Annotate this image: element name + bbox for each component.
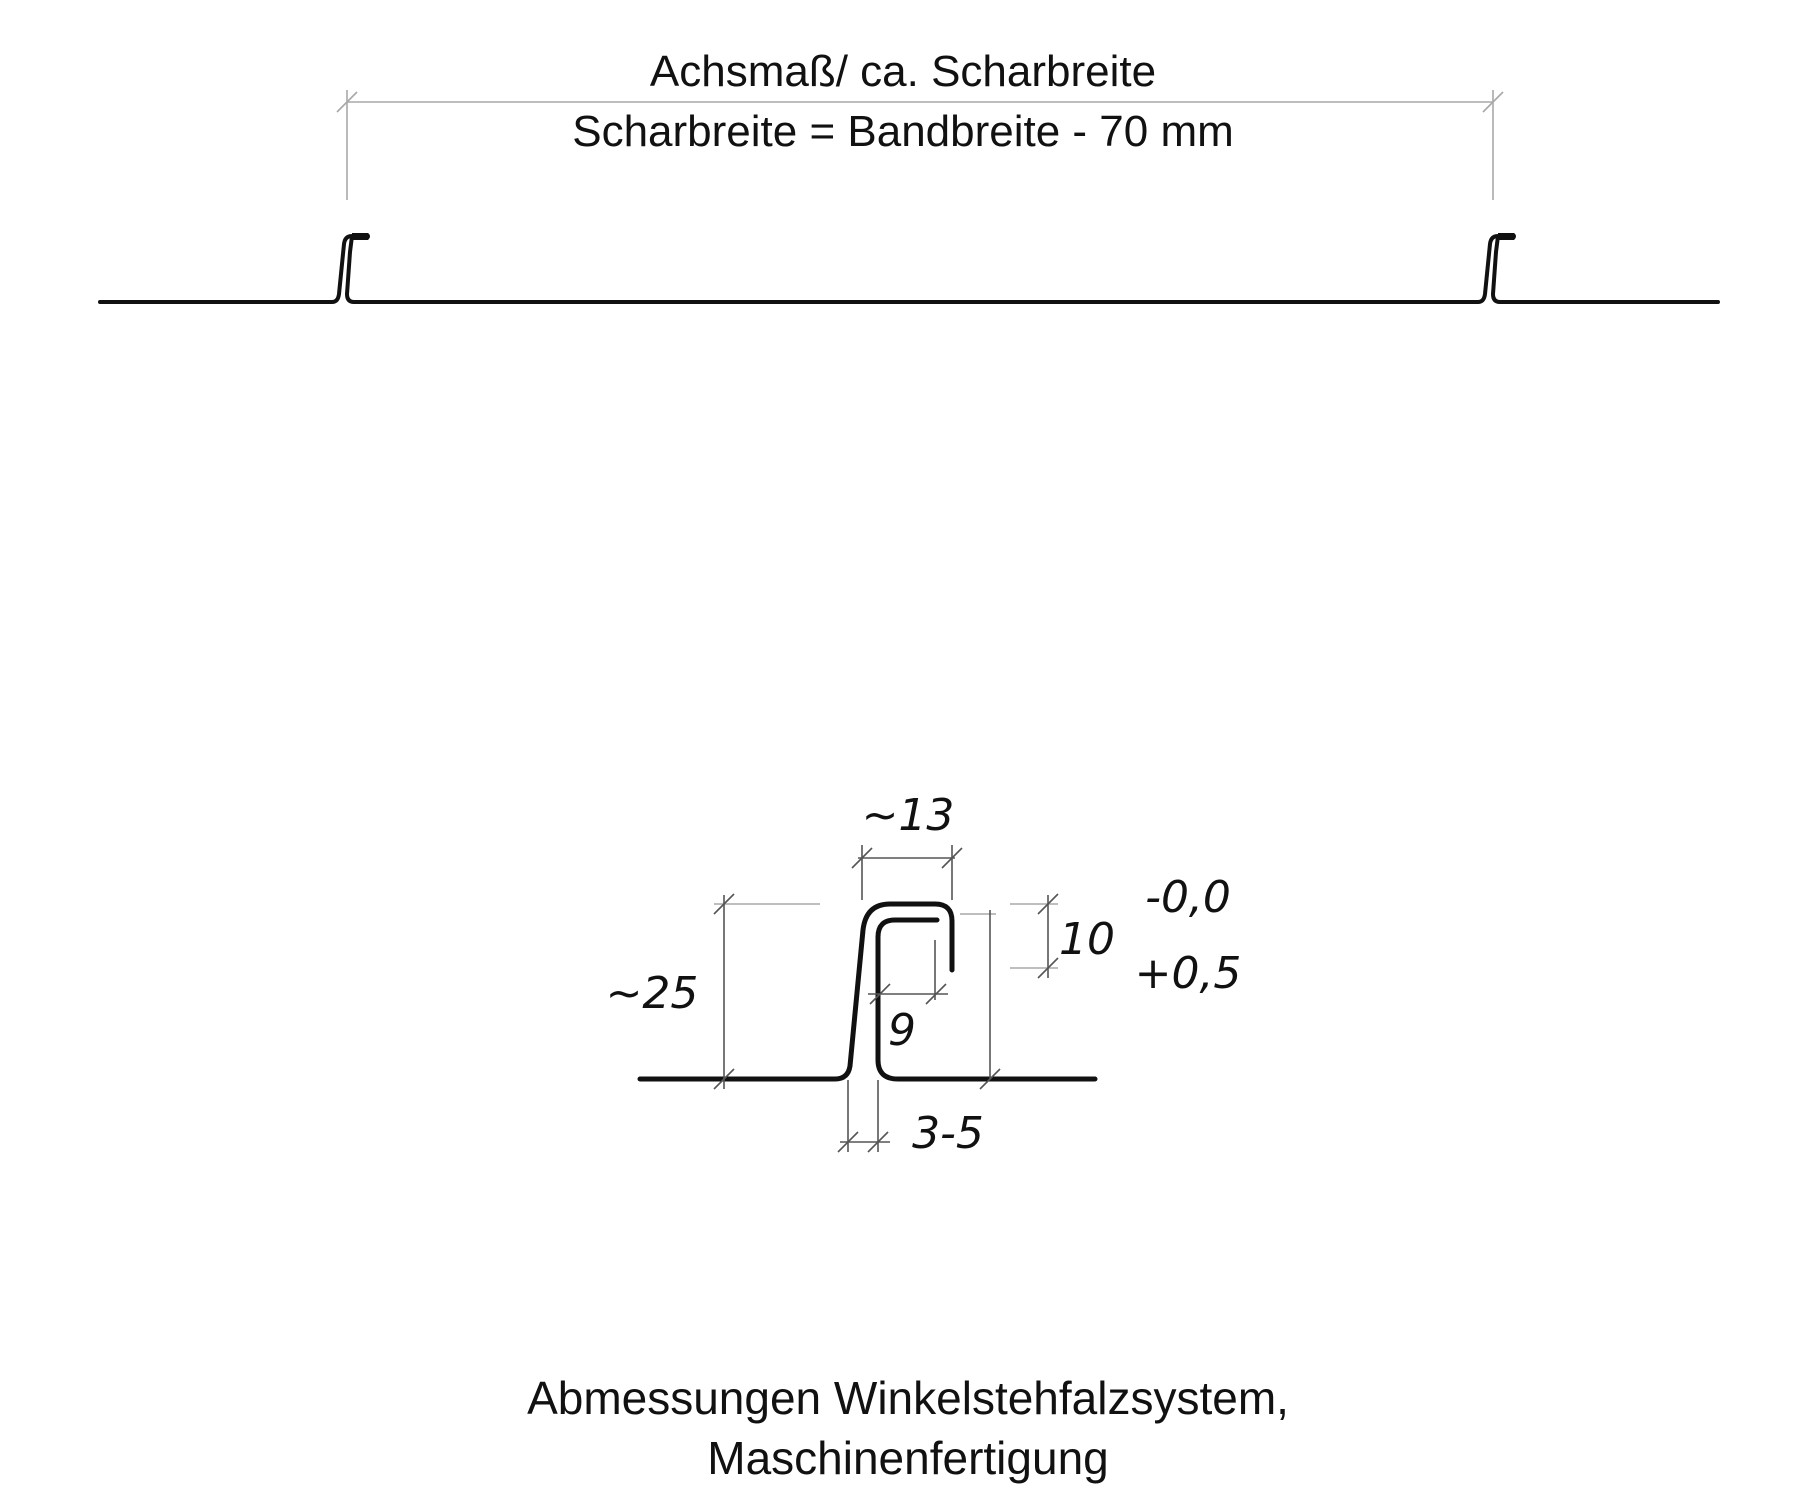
tolerance-plus: +0,5 xyxy=(1134,948,1242,999)
tolerance-minus: -0,0 xyxy=(1145,872,1231,923)
dimension-base-gap-value: 3-5 xyxy=(912,1108,984,1159)
header-width-formula: Scharbreite = Bandbreite - 70 mm xyxy=(572,107,1234,156)
overview-profile xyxy=(100,233,1718,302)
dimension-top-width-value: ~13 xyxy=(861,790,955,841)
dimension-base-gap xyxy=(838,1080,890,1152)
dimension-total-height xyxy=(714,894,820,1089)
dimension-hook-height xyxy=(960,894,1058,1089)
caption-line-1: Abmessungen Winkelstehfalzsystem, xyxy=(527,1372,1289,1424)
dimension-top-width xyxy=(852,845,962,900)
dimension-inner-width-value: 9 xyxy=(888,1005,916,1056)
dimension-total-height-value: ~25 xyxy=(605,968,699,1019)
header-axis-dimension-label: Achsmaß/ ca. Scharbreite xyxy=(649,47,1157,96)
dimension-hook-height-value: 10 xyxy=(1059,914,1115,965)
detail-seam-profile xyxy=(640,904,1095,1079)
caption-line-2: Maschinenfertigung xyxy=(707,1432,1109,1484)
